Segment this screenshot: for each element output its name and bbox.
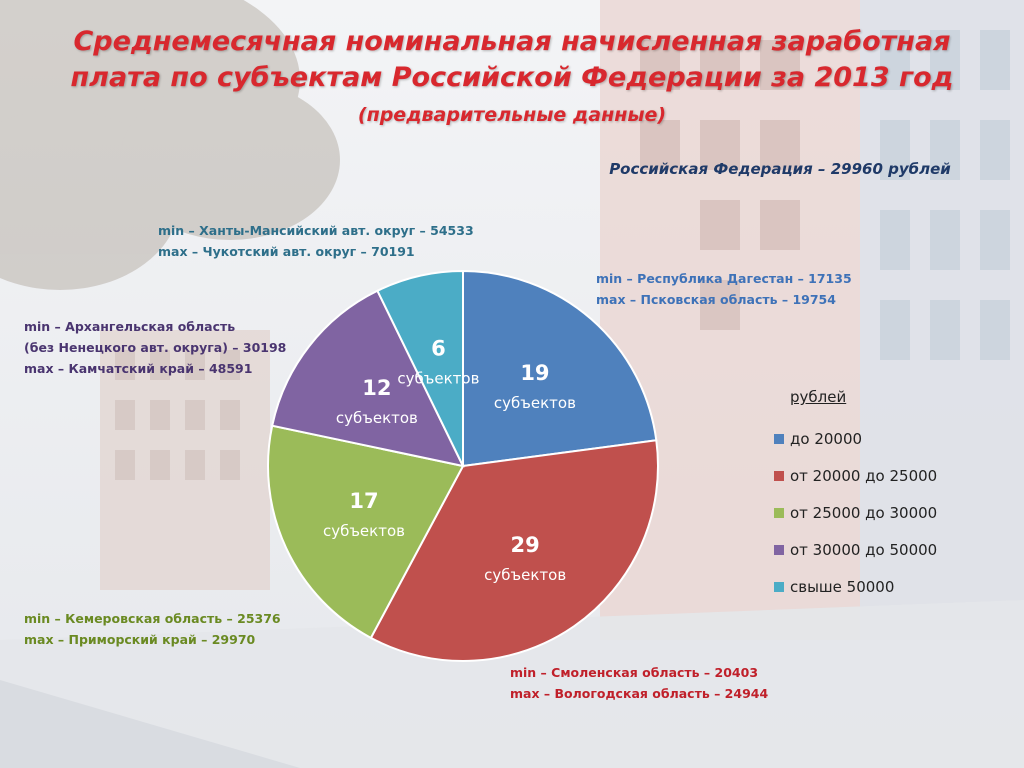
annotation-blue bbox=[596, 268, 852, 310]
annotation-purple-min-extra: (без Ненецкого авт. округа) – 30198 bbox=[24, 340, 287, 355]
legend-item bbox=[774, 568, 937, 605]
pie-slice-value: 6 bbox=[431, 336, 446, 361]
pie-slice-unit: субъектов bbox=[322, 522, 405, 541]
legend-label: до 20000 bbox=[790, 429, 863, 448]
legend-swatch bbox=[774, 471, 784, 481]
annotation-purple-min: min – Архангельская область bbox=[24, 319, 236, 334]
subtitle: (предварительные данные) bbox=[357, 104, 667, 126]
annotation-purple bbox=[24, 316, 286, 379]
legend-item bbox=[774, 457, 937, 494]
pie-slice-value: 19 bbox=[520, 360, 550, 385]
annotation-green-max: max – Приморский край – 29970 bbox=[24, 632, 256, 647]
annotation-blue-max: max – Псковская область – 19754 bbox=[596, 292, 836, 307]
legend-label: от 20000 до 25000 bbox=[790, 466, 938, 485]
annotation-purple-max: max – Камчатский край – 48591 bbox=[24, 361, 253, 376]
annotation-blue-min: min – Республика Дагестан – 17135 bbox=[596, 271, 852, 286]
legend-label: от 30000 до 50000 bbox=[790, 540, 938, 559]
pie-slice-value: 12 bbox=[362, 375, 392, 400]
title-line-1: Среднемесячная номинальная начисленная заработная bbox=[73, 26, 951, 57]
legend-item bbox=[774, 494, 937, 531]
legend-label: свыше 50000 bbox=[790, 577, 895, 596]
annotation-red bbox=[510, 662, 768, 704]
annotation-green bbox=[24, 608, 281, 650]
legend-swatch bbox=[774, 434, 784, 444]
annotation-red-min: min – Смоленская область – 20403 bbox=[510, 665, 759, 680]
annotation-cyan bbox=[158, 220, 474, 262]
annotation-red-max: max – Вологодская область – 24944 bbox=[510, 686, 769, 701]
pie-slice-value: 29 bbox=[510, 532, 540, 557]
pie-slice-value: 17 bbox=[349, 489, 379, 514]
annotation-green-min: min – Кемеровская область – 25376 bbox=[24, 611, 281, 626]
legend-swatch bbox=[774, 582, 784, 592]
legend bbox=[774, 388, 937, 605]
pie-slice-unit: субъектов bbox=[335, 408, 418, 427]
pie-slice-unit: субъектов bbox=[493, 393, 576, 412]
legend-item bbox=[774, 420, 937, 457]
annotation-cyan-max: max – Чукотский авт. округ – 70191 bbox=[158, 244, 415, 259]
legend-swatch bbox=[774, 545, 784, 555]
pie-slice-unit: субъектов bbox=[397, 369, 480, 388]
legend-item bbox=[774, 531, 937, 568]
legend-swatch bbox=[774, 508, 784, 518]
federation-average: Российская Федерация – 29960 рублей bbox=[609, 160, 951, 178]
annotation-cyan-min: min – Ханты-Мансийский авт. округ – 54533 bbox=[158, 223, 474, 238]
title-line-2: плата по субъектам Российской Федерации за 2013 год bbox=[70, 62, 954, 93]
pie-slice-unit: субъектов bbox=[484, 565, 567, 584]
legend-title: рублей bbox=[790, 388, 847, 406]
legend-label: от 25000 до 30000 bbox=[790, 503, 938, 522]
